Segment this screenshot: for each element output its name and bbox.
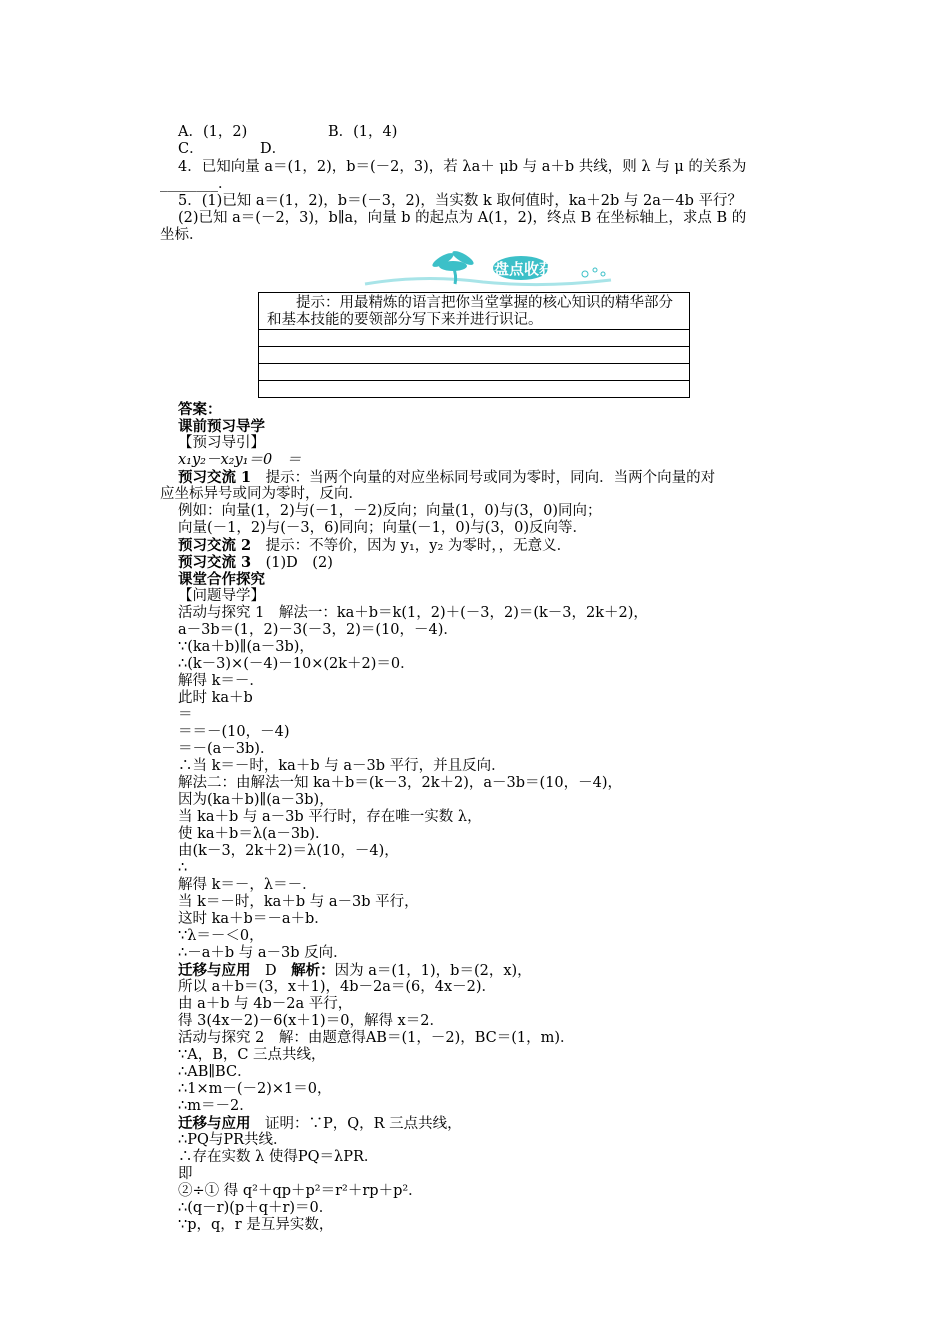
question-5-line1: 5．(1)已知 a＝(1，2)，b＝(－3，2)，当实数 k 取何值时，ka＋2b 与 2a－4b 平行？ (178, 193, 742, 209)
migration-2-line: ∴(q－r)(p＋q＋r)＝0． (178, 1200, 334, 1216)
migration-2-line: ②÷① 得 q²＋qp＋p²＝r²＋rp＋p²． (178, 1183, 423, 1199)
section-class: 课堂合作探究 (178, 571, 265, 588)
activity-2-line: ∴1×m－(－2)×1＝0， (178, 1081, 332, 1097)
question-5-line3: 坐标． (160, 227, 204, 243)
activity-1-line: ∵λ＝－＜0， (178, 928, 264, 944)
problem-title: 【问题导学】 (178, 588, 265, 604)
migration-1-line: 得 3(4x－2)－6(x＋1)＝0，解得 x＝2． (178, 1013, 444, 1029)
activity-2-line: ∴AB∥BC． (178, 1064, 252, 1080)
activity-1-line: ∴(k－3)×(－4)－10×(2k＋2)＝0． (178, 656, 415, 672)
guide-line: x₁y₂－x₂y₁＝0 ＝ (178, 452, 302, 468)
activity-1-line: ＝＝－(10，－4) (178, 724, 290, 740)
activity-1-line: 活动与探究 1 解法一：ka＋b＝k(1，2)＋(－3，2)＝(k－3，2k＋2)， (178, 605, 648, 621)
activity-1-line: ＝ (178, 707, 193, 723)
migration-2: 迁移与应用 证明：∵P，Q，R 三点共线， (178, 1115, 462, 1132)
question-4-line2: ________． (160, 176, 233, 192)
activity-1-line: 此时 ka＋b (178, 690, 253, 706)
option-b: B．(1，4) (328, 124, 398, 140)
question-5-line2: (2)已知 a＝(－2，3)，b∥a，向量 b 的起点为 A(1，2)，终点 B 在坐标轴上，求点 B 的 (178, 210, 747, 226)
activity-1-line: 解法二：由解法一知 ka＋b＝(k－3，2k＋2)，a－3b＝(10，－4)， (178, 775, 623, 791)
activity-1-line: ∵(ka＋b)∥(a－3b)， (178, 639, 314, 655)
palm-tree-icon (363, 244, 613, 292)
migration-2-line: ∵p，q，r 是互异实数， (178, 1217, 334, 1233)
migration-2-line: ∴PQ与PR共线． (178, 1132, 288, 1148)
guide-title: 【预习导引】 (178, 435, 265, 451)
summary-row-divider (259, 380, 689, 381)
summary-box (258, 292, 690, 398)
migration-1-line: 由 a＋b 与 4b－2a 平行， (178, 996, 353, 1012)
exchange-1-cont: 应坐标异号或同为零时，反向． (160, 486, 363, 502)
activity-1-line: 这时 ka＋b＝－a＋b． (178, 911, 329, 927)
banner-title: 盘点收获 (494, 260, 555, 278)
migration-1-line: 所以 a＋b＝(3，x＋1)，4b－2a＝(6，4x－2)． (178, 979, 497, 995)
activity-2-line: ∵A，B，C 三点共线， (178, 1047, 326, 1063)
activity-1-line: 由(k－3，2k＋2)＝λ(10，－4)， (178, 843, 399, 859)
summary-row-divider (259, 329, 689, 330)
migration-1: 迁移与应用 D 解析：因为 a＝(1，1)，b＝(2，x)， (178, 962, 532, 979)
section-preview: 课前预习导学 (178, 418, 265, 435)
activity-2-line: ∴m＝－2． (178, 1098, 254, 1114)
migration-2-line: 即 (178, 1166, 193, 1182)
exchange-1-example1: 例如：向量(1，2)与(－1，－2)反向；向量(1，0)与(3，0)同向； (178, 503, 602, 519)
activity-2-line: 活动与探究 2 解：由题意得AB＝(1，－2)，BC＝(1，m)． (178, 1030, 575, 1046)
activity-1-line: 解得 k＝－． (178, 673, 264, 689)
activity-1-line: 使 ka＋b＝λ(a－3b)． (178, 826, 330, 842)
exchange-1: 预习交流 1 提示：当两个向量的对应坐标同号或同为零时，同向．当两个向量的对 (178, 469, 716, 486)
activity-1-line: 因为(ka＋b)∥(a－3b)， (178, 792, 334, 808)
exchange-3: 预习交流 3 (1)D (2) (178, 554, 333, 571)
activity-1-line: a－3b＝(1，2)－3(－3，2)＝(10，－4)． (178, 622, 458, 638)
option-c: C． D． (178, 141, 287, 157)
summary-banner (363, 244, 613, 292)
activity-1-line: 当 ka＋b 与 a－3b 平行时，存在唯一实数 λ， (178, 809, 482, 825)
summary-hint: 提示：用最精炼的语言把你当堂掌握的核心知识的精华部分和基本技能的要领部分写下来并进行识记。 (267, 295, 673, 328)
exchange-1-example2: 向量(－1，2)与(－3，6)同向；向量(－1，0)与(3，0)反向等． (178, 520, 588, 536)
activity-1-line: 解得 k＝－，λ＝－． (178, 877, 317, 893)
answers-title: 答案： (178, 401, 222, 418)
summary-row-divider (259, 346, 689, 347)
activity-1-line: ＝－(a－3b)． (178, 741, 275, 757)
option-d: D． (260, 141, 287, 157)
summary-row-divider (259, 363, 689, 364)
question-4-line1: 4．已知向量 a＝(1，2)，b＝(－2，3)，若 λa＋ μb 与 a＋b 共线，则 λ 与 μ 的关系为 (178, 159, 747, 175)
migration-2-line: ∴存在实数 λ 使得PQ＝λPR． (178, 1149, 379, 1165)
option-a: A．(1，2) B．(1，4) (178, 124, 398, 140)
exchange-2: 预习交流 2 提示：不等价，因为 y₁，y₂ 为零时，，无意义． (178, 537, 572, 554)
activity-1-line: ∴ (178, 860, 188, 876)
activity-1-line: 当 k＝－时，ka＋b 与 a－3b 平行， (178, 894, 419, 910)
activity-1-line: ∴当 k＝－时，ka＋b 与 a－3b 平行，并且反向． (178, 758, 506, 774)
activity-1-line: ∴－a＋b 与 a－3b 反向． (178, 945, 348, 961)
